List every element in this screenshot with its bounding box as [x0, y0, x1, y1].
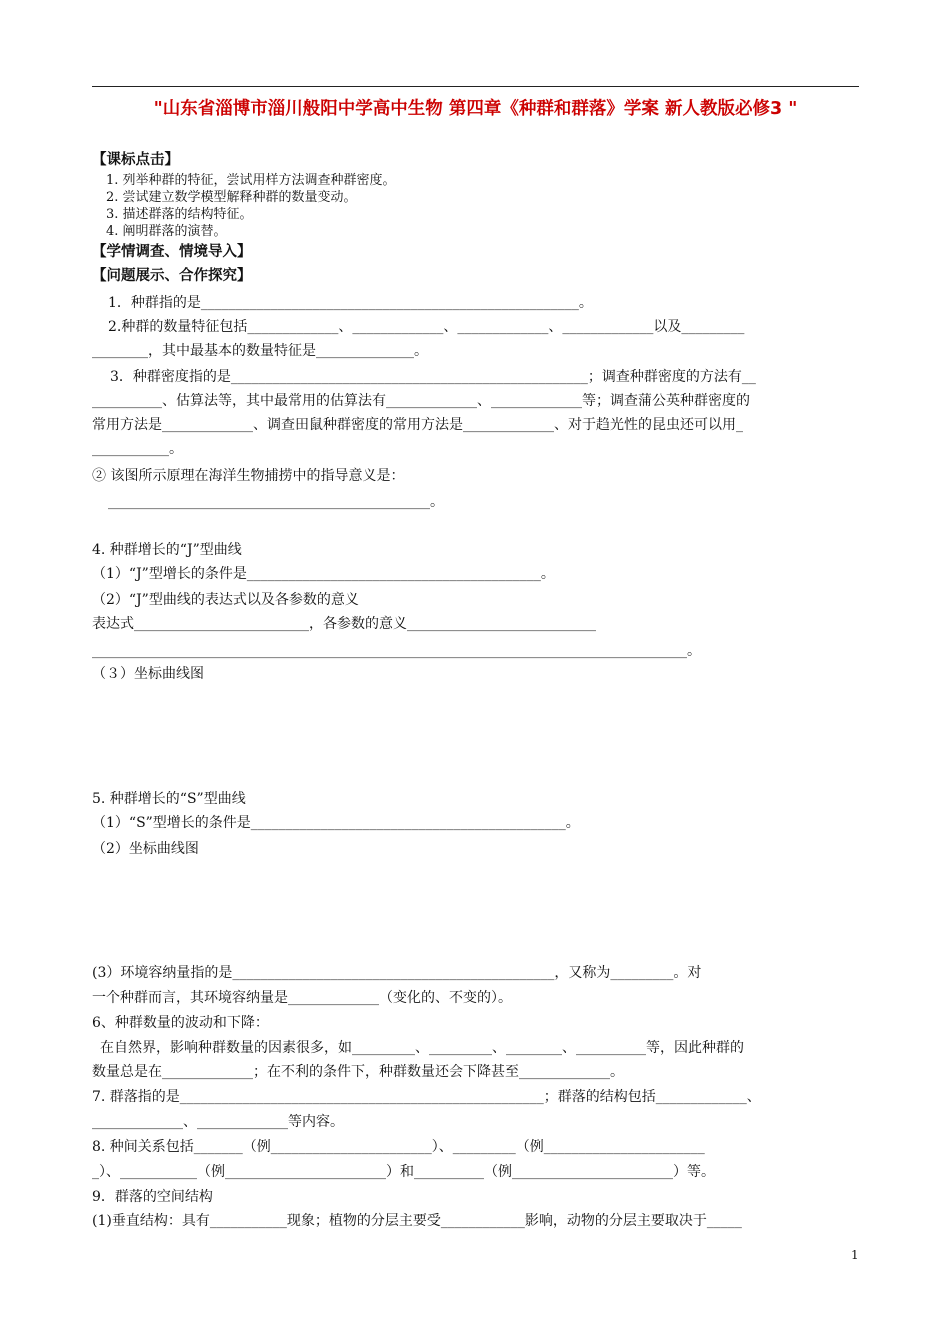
- objective-item: 1. 列举种群的特征，尝试用样方法调查种群密度。: [106, 173, 396, 188]
- question-line: （1）“J”型增长的条件是__________________________________________。: [92, 566, 555, 582]
- question-line: 3．种群密度指的是___________________________________________________；调查种群密度的方法有__: [110, 369, 756, 385]
- question-line: 在自然界，影响种群数量的因素很多，如_________、_________、________、__________等，因此种群的: [100, 1040, 744, 1056]
- question-line: 一个种群而言，其环境容纳量是_____________（变化的、不变的）。: [92, 990, 512, 1006]
- section-heading-intro: 【学情调查、情境导入】: [92, 244, 252, 260]
- question-line: 表达式_________________________，各参数的意义___________________________: [92, 616, 596, 632]
- question-line: (3）环境容纳量指的是______________________________________________，又称为_________。对: [92, 965, 702, 981]
- question-line: ___________。: [92, 441, 183, 457]
- question-line: （2）“J”型曲线的表达式以及各参数的意义: [92, 592, 359, 608]
- question-line: (1)垂直结构：具有___________现象；植物的分层主要受____________影响，动物的分层主要取决于_____: [92, 1213, 742, 1229]
- question-line: 7. 群落指的是____________________________________________________；群落的结构包括_____________、: [92, 1089, 761, 1105]
- question-line: ________，其中最基本的数量特征是______________。: [92, 343, 428, 359]
- question-line: 1．种群指的是______________________________________________________。: [108, 295, 593, 311]
- answer-blank-line: ______________________________________________。: [108, 494, 444, 510]
- question-line: 9．群落的空间结构: [92, 1189, 213, 1205]
- question-line: 4. 种群增长的“J”型曲线: [92, 542, 242, 558]
- header-rule: [92, 86, 859, 87]
- question-line: 6、种群数量的波动和下降：: [92, 1015, 269, 1031]
- question-line: （1）“S”型增长的条件是_____________________________________________。: [92, 815, 580, 831]
- question-line: 2.种群的数量特征包括_____________、_____________、_____________、_____________以及_________: [108, 319, 745, 335]
- question-line: _）、___________（例_______________________）和__________（例_______________________）等。: [92, 1164, 715, 1180]
- objective-item: 4. 阐明群落的演替。: [106, 224, 227, 239]
- question-line: （３）坐标曲线图: [92, 666, 204, 682]
- answer-blank-line: _____________________________________________________________________________________。: [92, 643, 701, 659]
- section-heading-inquiry: 【问题展示、合作探究】: [92, 268, 252, 284]
- question-line: 数量总是在_____________；在不利的条件下，种群数量还会下降甚至_____________。: [92, 1064, 624, 1080]
- question-line: 8. 种间关系包括_______（例_______________________）、_________（例_______________________: [92, 1139, 705, 1155]
- question-line: __________、估算法等，其中最常用的估算法有_____________、_____________等；调查蒲公英种群密度的: [92, 393, 750, 409]
- page-number: 1: [851, 1248, 859, 1262]
- section-heading-curriculum: 【课标点击】: [92, 152, 179, 168]
- question-line: （2）坐标曲线图: [92, 841, 199, 857]
- question-line: 5. 种群增长的“S”型曲线: [92, 791, 246, 807]
- document-title: "山东省淄博市淄川般阳中学高中生物 第四章《种群和群落》学案 新人教版必修3 ": [153, 99, 798, 119]
- objective-item: 2. 尝试建立数学模型解释种群的数量变动。: [106, 190, 357, 205]
- question-line: ② 该图所示原理在海洋生物捕捞中的指导意义是：: [92, 468, 405, 484]
- objective-item: 3. 描述群落的结构特征。: [106, 207, 253, 222]
- question-line: _____________、_____________等内容。: [92, 1114, 344, 1130]
- question-line: 常用方法是_____________、调查田鼠种群密度的常用方法是_____________、对于趋光性的昆虫还可以用_: [92, 417, 743, 433]
